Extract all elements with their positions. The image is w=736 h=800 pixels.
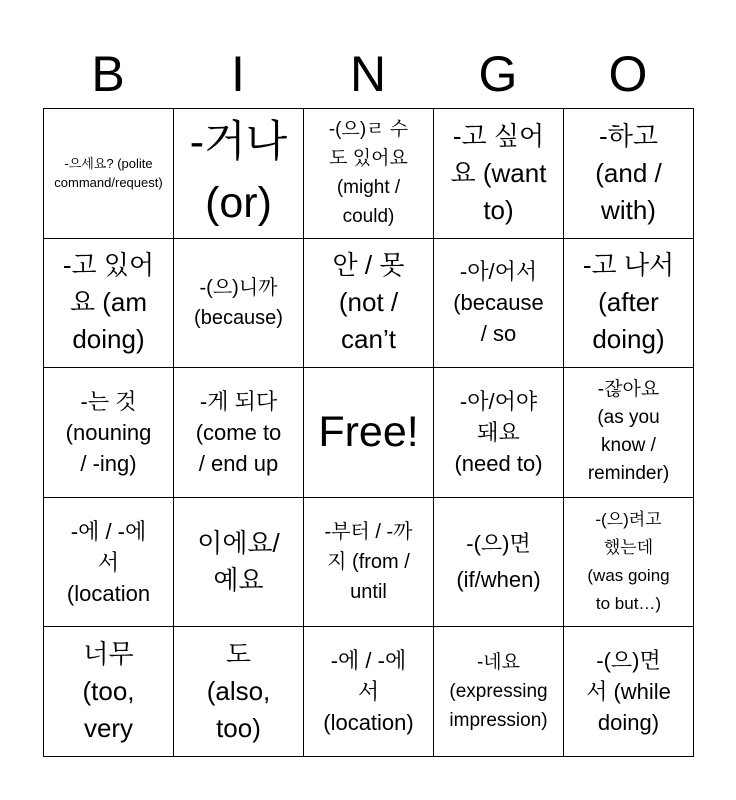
bingo-header	[43, 40, 693, 108]
cell-text: -에 / -에 서 (location)	[323, 648, 414, 736]
bingo-cell-r3c4[interactable]	[434, 368, 564, 498]
bingo-cell-r3c2[interactable]	[174, 368, 304, 498]
free-space-text: Free!	[318, 407, 419, 456]
cell-text: -(으)면 (if/when)	[456, 531, 541, 593]
bingo-cell-r5c1[interactable]	[44, 627, 174, 757]
cell-text: -(으)ㄹ 수 도 있어요 (might / could)	[328, 119, 409, 228]
bingo-cell-r5c3[interactable]	[304, 627, 434, 757]
header-letter-i: I	[231, 46, 245, 102]
bingo-cell-r3c1[interactable]	[44, 368, 174, 498]
cell-text: -부터 / -까 지 (from / until	[324, 521, 413, 604]
bingo-cell-free[interactable]	[304, 368, 434, 498]
bingo-cell-r5c2[interactable]	[174, 627, 304, 757]
bingo-cell-r5c4[interactable]	[434, 627, 564, 757]
bingo-cell-r2c2[interactable]	[174, 239, 304, 369]
bingo-grid	[43, 108, 694, 757]
header-letter-n: N	[349, 46, 387, 102]
bingo-cell-r1c3[interactable]	[304, 109, 434, 239]
bingo-cell-r1c1[interactable]	[44, 109, 174, 239]
cell-text: -아/어서 (because / so	[453, 259, 544, 347]
bingo-cell-r4c5[interactable]	[564, 498, 694, 628]
cell-text: -(으)려고 했는데 (was going to but…)	[587, 510, 670, 614]
cell-text: -으세요? (polite command/request)	[54, 156, 163, 191]
cell-text: -네요 (expressing impression)	[449, 652, 548, 732]
cell-text: -고 있어 요 (am doing)	[62, 250, 155, 355]
bingo-cell-r1c5[interactable]	[564, 109, 694, 239]
cell-text: -하고 (and / with)	[595, 120, 662, 225]
bingo-cell-r2c5[interactable]	[564, 239, 694, 369]
bingo-cell-r5c5[interactable]	[564, 627, 694, 757]
bingo-cell-r4c3[interactable]	[304, 498, 434, 628]
cell-text: -고 싶어 요 (want to)	[450, 120, 547, 225]
cell-text: -거나 (or)	[189, 118, 288, 228]
cell-text: 도 (also, too)	[206, 639, 271, 744]
cell-text: -게 되다 (come to / end up	[195, 388, 282, 476]
bingo-cell-r2c3[interactable]	[304, 239, 434, 369]
header-letter-g: G	[478, 46, 518, 102]
cell-text: -는 것 (nouning / -ing)	[65, 388, 152, 476]
bingo-cell-r1c2[interactable]	[174, 109, 304, 239]
header-letter-o: O	[608, 46, 648, 102]
bingo-cell-r4c2[interactable]	[174, 498, 304, 628]
cell-text: -(으)면 서 (while doing)	[586, 648, 671, 736]
header-letter-b: B	[91, 46, 125, 102]
bingo-cell-r2c1[interactable]	[44, 239, 174, 369]
bingo-cell-r3c5[interactable]	[564, 368, 694, 498]
bingo-cell-r4c4[interactable]	[434, 498, 564, 628]
cell-text: 너무 (too, very	[82, 639, 135, 744]
cell-text: -고 나서 (after doing)	[582, 250, 675, 355]
cell-text: -(으)니까 (because)	[194, 276, 283, 329]
bingo-cell-r1c4[interactable]	[434, 109, 564, 239]
cell-text: 안 / 못 (not / can’t	[332, 250, 405, 355]
cell-text: -아/어야 돼요 (need to)	[454, 388, 543, 476]
bingo-cell-r2c4[interactable]	[434, 239, 564, 369]
cell-text: 이에요/ 예요	[197, 528, 280, 596]
cell-text: -잖아요 (as you know / reminder)	[587, 379, 670, 485]
bingo-cell-r4c1[interactable]	[44, 498, 174, 628]
cell-text: -에 / -에 서 (location	[66, 518, 151, 606]
